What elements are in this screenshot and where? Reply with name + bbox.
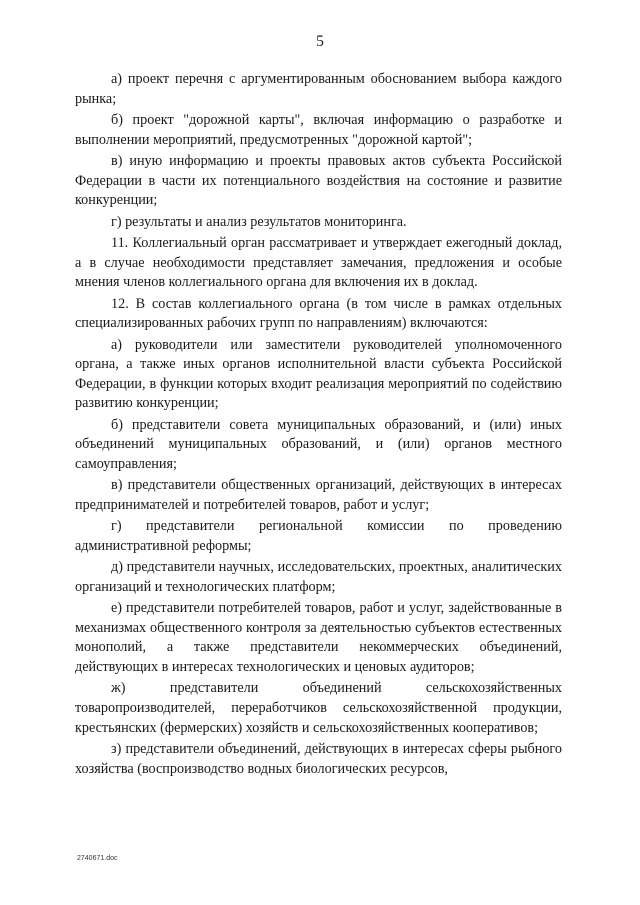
paragraph-12g: г) представители региональной комиссии по проведению административной реформы; bbox=[75, 518, 562, 554]
paragraph-10a: а) проект перечня с аргументированным обоснованием выбора каждого рынка; bbox=[75, 71, 562, 107]
paragraph-12e: е) представители потребителей товаров, работ и услуг, задействованные в механизмах общественного контроля за деятельностью субъектов естественных монополий, а также представители некоммерческих объединений, действующих в интересах технологических и ценовых аудиторов; bbox=[75, 600, 562, 675]
paragraph-10v: в) иную информацию и проекты правовых актов субъекта Российской Федерации в части их потенциального воздействия на состояние и развитие конкуренции; bbox=[75, 152, 562, 209]
paragraph-11: 11. Коллегиальный орган рассматривает и утверждает ежегодный доклад, а в случае необходимости представляет замечания, предложения и особые мнения членов коллегиального органа для включения их в доклад. bbox=[75, 234, 562, 291]
paragraph-12b: б) представители совета муниципальных образований, и (или) иных объединений муниципальных образований, и (или) органов местного самоуправления; bbox=[75, 416, 562, 472]
paragraph-10b: б) проект "дорожной карты", включая информацию о разработке и выполнении мероприятий, предусмотренных "дорожной картой"; bbox=[75, 111, 562, 148]
footer-filename: 2740671.doc bbox=[77, 855, 118, 862]
paragraph-12v: в) представители общественных организаций, действующих в интересах предпринимателей и потребителей товаров, работ и услуг; bbox=[75, 477, 562, 513]
paragraph-12zh: ж) представители объединений сельскохозяйственных товаропроизводителей, переработчиков сельскохозяйственной продукции, крестьянских (фермерских) хозяйств и сельскохозяйственных кооперативов; bbox=[75, 680, 562, 736]
paragraph-12z: з) представители объединений, действующих в интересах сферы рыбного хозяйства (воспроизводство водных биологических ресурсов, bbox=[75, 740, 562, 777]
paragraph-12d: д) представители научных, исследовательских, проектных, аналитических организаций и технологических платформ; bbox=[75, 559, 562, 595]
paragraph-12a: а) руководители или заместители руководителей уполномоченного органа, а также иных органов исполнительной власти субъекта Российской Федерации, в функции которых входит реализация мероприятий по содействию развитию конкуренции; bbox=[75, 336, 562, 412]
paragraph-10g: г) результаты и анализ результатов мониторинга. bbox=[111, 213, 407, 230]
document-body bbox=[75, 70, 562, 781]
paragraph-12: 12. В состав коллегиального органа (в том числе в рамках отдельных специализированных рабочих групп по направлениям) включаются: bbox=[75, 295, 562, 332]
page-number: 5 bbox=[316, 33, 324, 50]
